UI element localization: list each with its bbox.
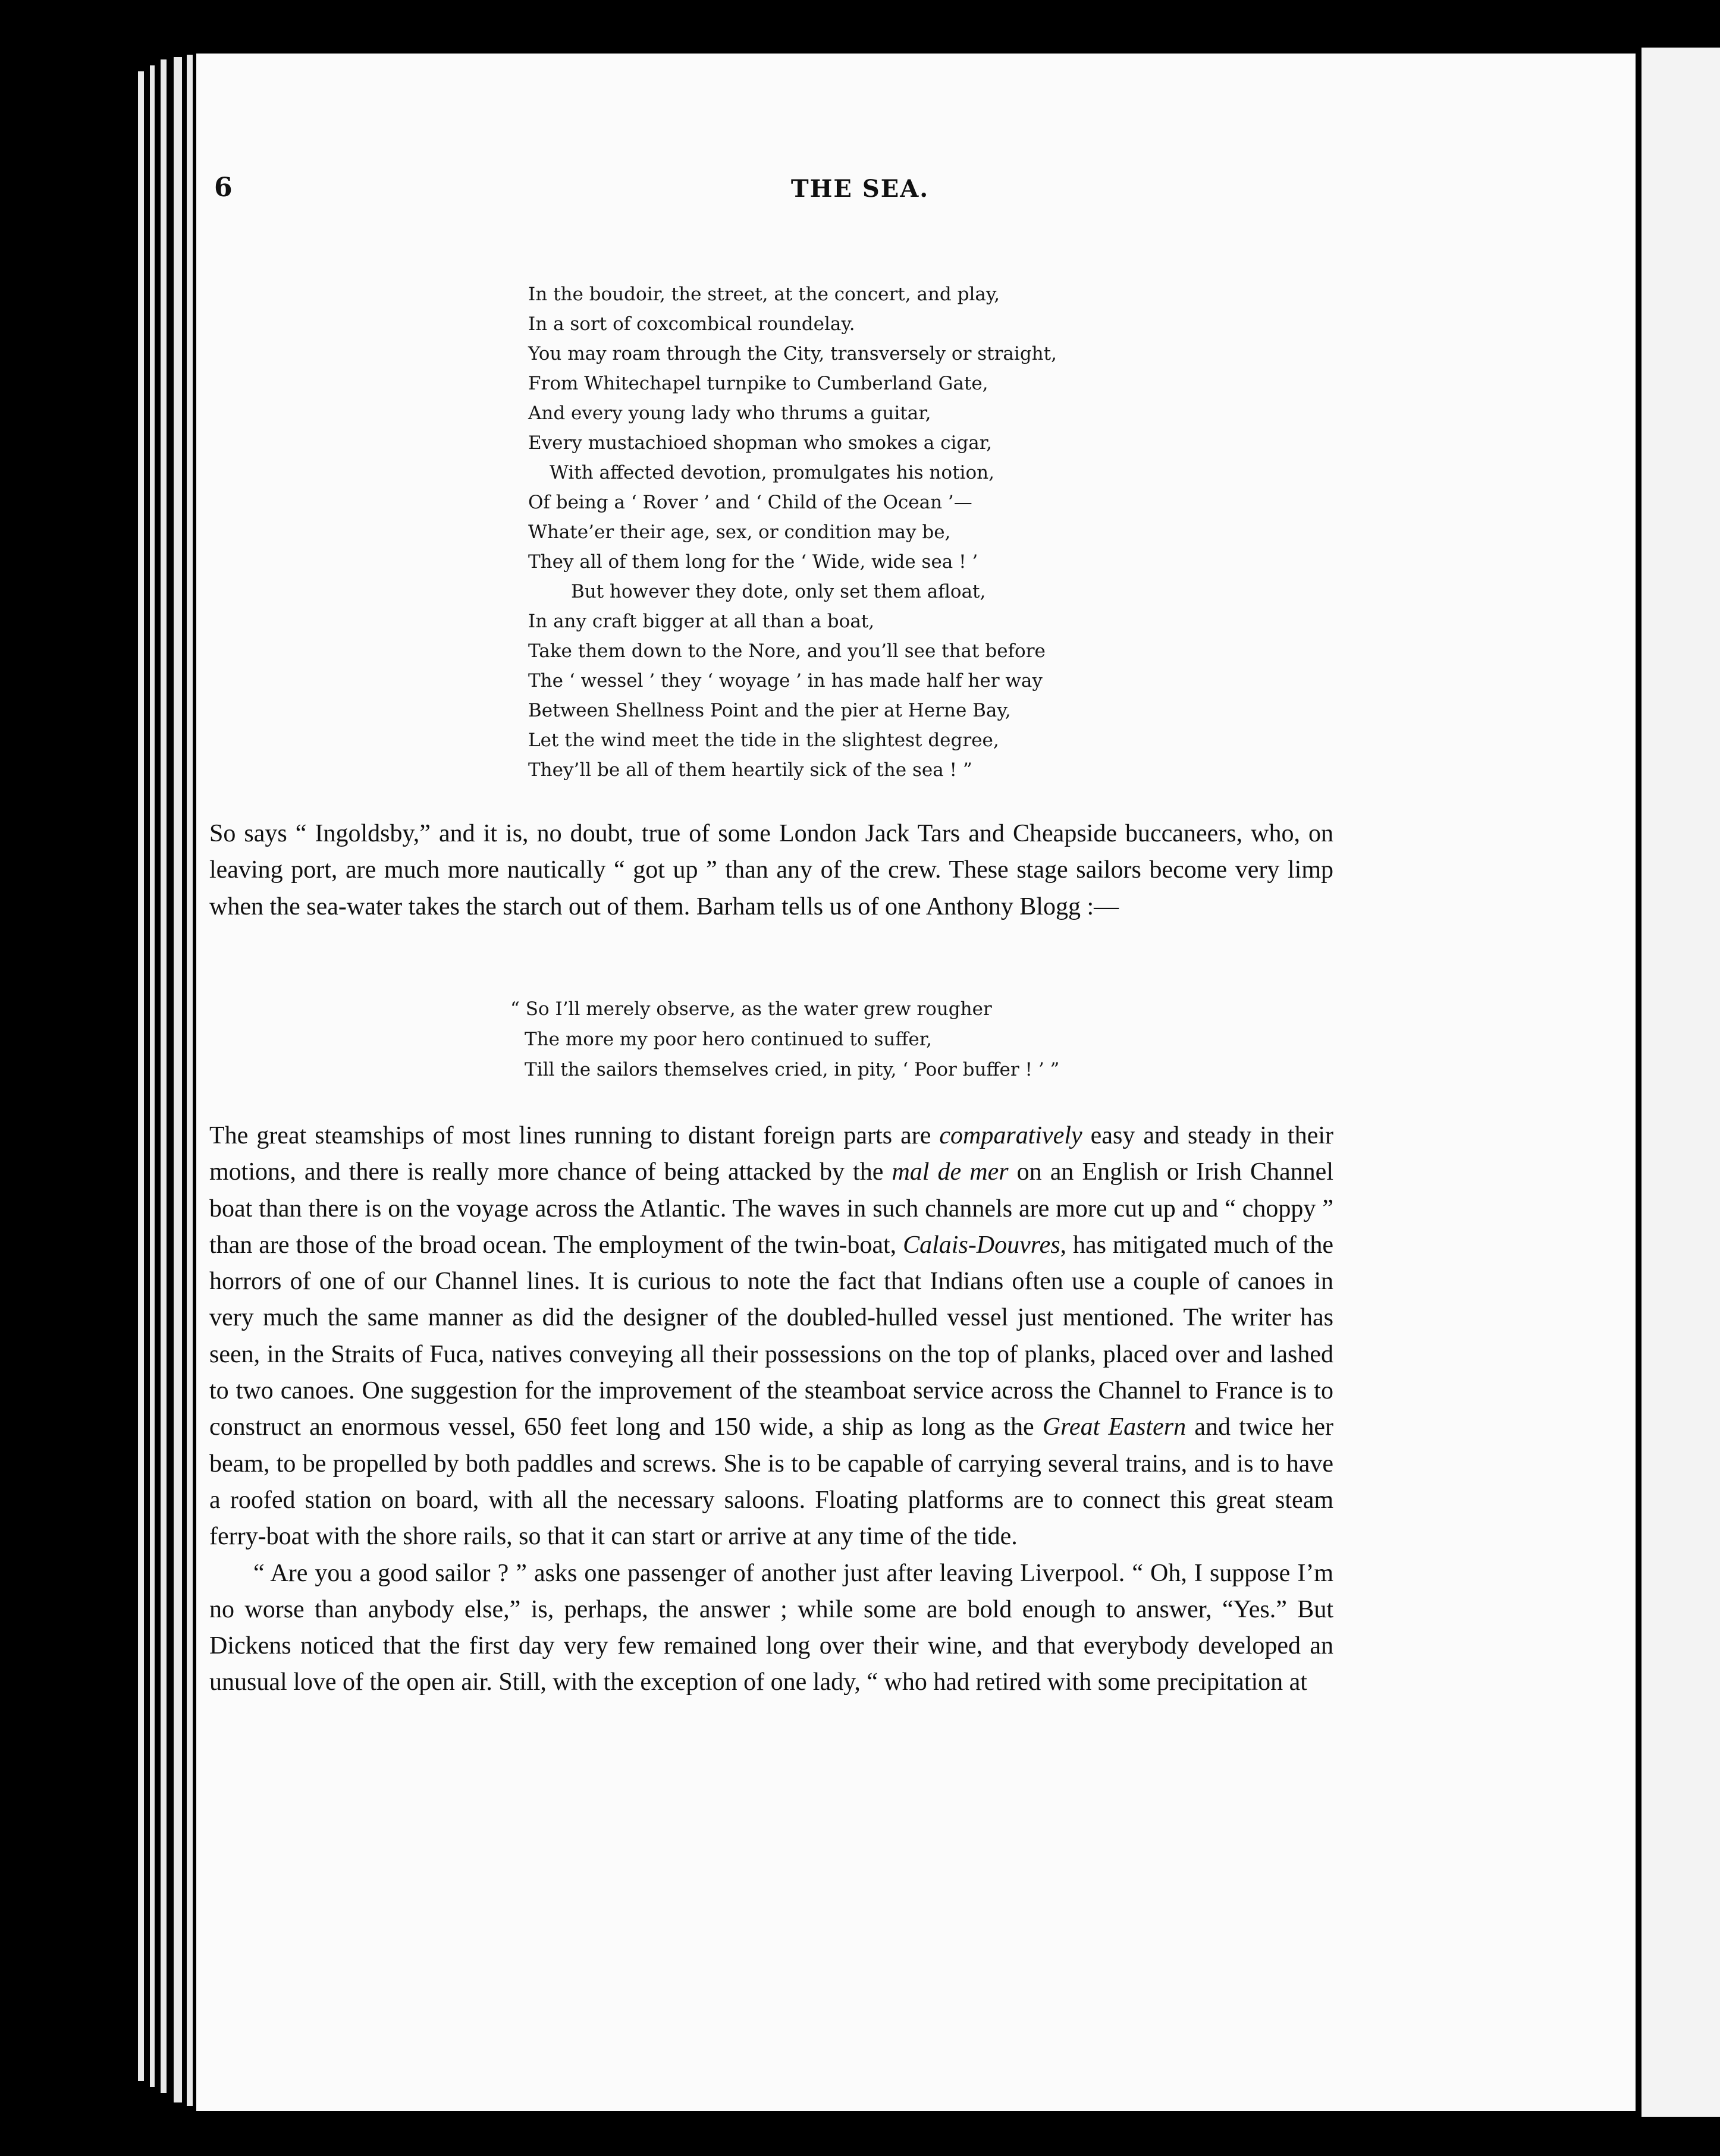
verse-line: Whate’er their age, sex, or condition may be, (528, 521, 951, 543)
verse-block (528, 279, 1361, 785)
running-title: THE SEA. (790, 175, 930, 203)
verse-line: In the boudoir, the street, at the concert, and play, (528, 284, 1000, 305)
page-edge (174, 57, 182, 2102)
italic-run: comparatively (939, 1122, 1082, 1149)
page-edge (138, 71, 144, 2081)
italic-run: Great Eastern (1042, 1413, 1187, 1441)
page-edge (187, 55, 193, 2106)
text-run: and twice her beam, to be propelled by both paddles and screws. She is to be capable of carrying several trains, and is to have a roofed station on board, with all the necessary saloons. Floating platforms are to connect this great steam ferry-boat with the shore rails, so that it can start or arrive at any time of the tide. (209, 1413, 1333, 1551)
quote-line: “ So I’ll merely observe, as the water grew rougher (510, 998, 992, 1020)
verse-line: They’ll be all of them heartily sick of the sea ! ” (528, 759, 972, 781)
italic-run: mal de mer (892, 1158, 1009, 1186)
paragraph-text: So says “ Ingoldsby,” and it is, no doubt, true of some London Jack Tars and Cheapside buccaneers, who, on leaving port, are much more nautically “ got up ” than any of the crew. These stage sailors become very limp when the sea-water takes the starch out of them. Barham tells us of one Anthony Blogg :— (209, 820, 1333, 920)
page-header (0, 172, 1720, 220)
verse-line: Of being a ‘ Rover ’ and ‘ Child of the Ocean ’— (528, 492, 972, 513)
text-run: The great steamships of most lines running to distant foreign parts are (209, 1122, 940, 1149)
paragraph-steamships (209, 1118, 1333, 1555)
verse-line: Between Shellness Point and the pier at Herne Bay, (528, 700, 1011, 721)
verse-line: But however they dote, only set them afloat, (571, 581, 986, 602)
page-edge (150, 65, 155, 2087)
verse-line: Every mustachioed shopman who smokes a cigar, (528, 432, 992, 454)
facing-page-edge (1641, 48, 1720, 2117)
verse-line: With affected devotion, promulgates his notion, (550, 462, 994, 483)
quote-line: Till the sailors themselves cried, in pity, ‘ Poor buffer ! ’ ” (525, 1059, 1060, 1080)
verse-line: And every young lady who thrums a guitar, (528, 403, 931, 424)
text-run: easy and steady in their motions, and there is really more chance of being attacked by the (209, 1122, 1333, 1186)
verse-line: They all of them long for the ‘ Wide, wide sea ! ’ (528, 551, 978, 573)
verse-line: From Whitechapel turnpike to Cumberland Gate, (528, 373, 988, 394)
body-text (209, 1118, 1333, 1701)
verse-line: The ‘ wessel ’ they ‘ woyage ’ in has made half her way (528, 670, 1043, 692)
quote-block (510, 994, 1283, 1085)
text-run: has mitigated much of the horrors of one of our Channel lines. It is curious to note the fact that Indians often use a couple of canoes in very much the same manner as did the designer of the doubled-hulled vessel just mentioned. The writer has seen, in the Straits of Fuca, natives conveying all their possessions on the top of planks, placed over and lashed to two canoes. One suggestion for the improvement of the steamboat service across the Channel to France is to construct an enormous vessel, 650 feet long and 150 wide, a ship as long as the (209, 1231, 1333, 1441)
italic-run: Calais-Douvres, (903, 1231, 1067, 1259)
text-run: on an English or Irish Channel boat than there is on the voyage across the Atlantic. The waves in such channels are more cut up and “ choppy ” than are those of the broad ocean. The employment of the twin-boat, (209, 1158, 1333, 1259)
page-number: 6 (214, 172, 233, 203)
quote-line: The more my poor hero continued to suffer, (525, 1029, 932, 1050)
verse-line: In a sort of coxcombical roundelay. (528, 313, 855, 335)
paragraph-ingoldsby (209, 816, 1333, 925)
paragraph-good-sailor: “ Are you a good sailor ? ” asks one passenger of another just after leaving Liverpool. “ Oh, I suppose I’m no worse than anybody else,” is, perhaps, the answer ; while some are bold enough to answer, “Yes.” But Dickens noticed that the first day very few remained long over their wine, and that everybody developed an unusual love of the open air. Still, with the exception of one lady, “ who had retired with some precipitation at (209, 1559, 1333, 1696)
page-edge (161, 59, 167, 2093)
verse-line: Let the wind meet the tide in the slightest degree, (528, 730, 999, 751)
verse-line: You may roam through the City, transversely or straight, (528, 343, 1057, 364)
verse-line: Take them down to the Nore, and you’ll see that before (528, 640, 1046, 662)
verse-line: In any craft bigger at all than a boat, (528, 611, 875, 632)
